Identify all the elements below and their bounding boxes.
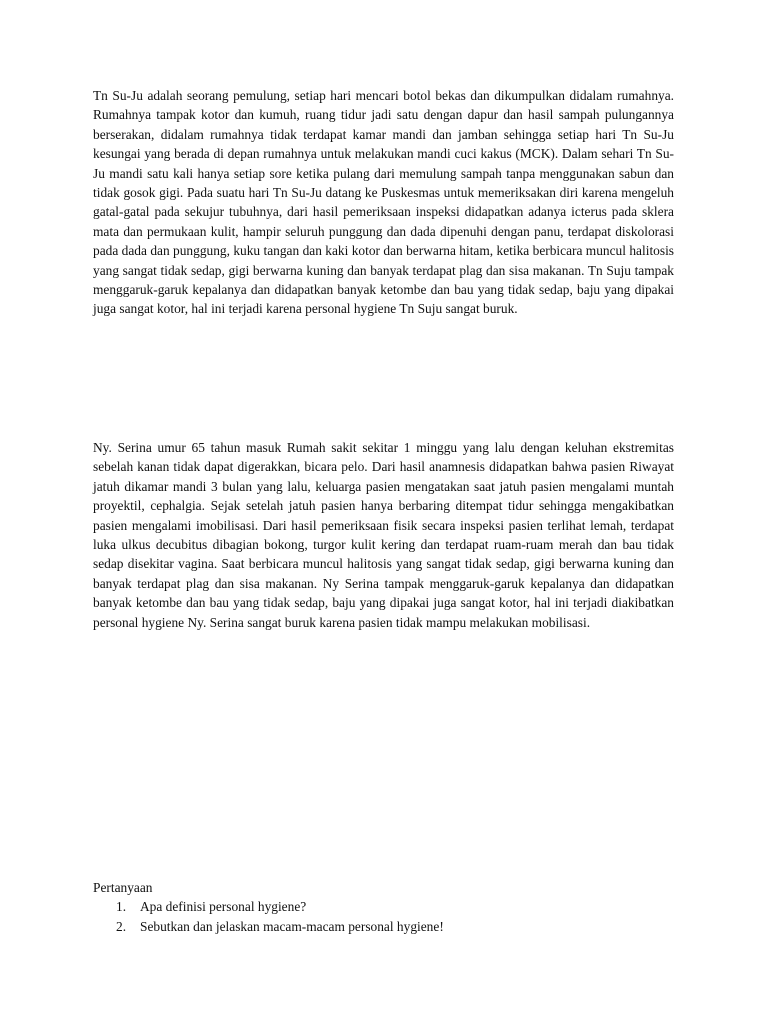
questions-heading: Pertanyaan xyxy=(93,880,153,895)
question-text: Apa definisi personal hygiene? xyxy=(140,899,307,914)
case-study-paragraph-ny-serina: Ny. Serina umur 65 tahun masuk Rumah sakit sekitar 1 minggu yang lalu dengan keluhan ekstremitas sebelah kanan tidak dapat digerakkan, bicara pelo. Dari hasil anamnesis didapatkan bahwa pasien Riwayat jatuh dikamar mandi 3 bulan yang lalu, keluarga pasien mengatakan saat jatuh pasien mengalami muntah proyektil, cephalgia. Sejak setelah jatuh pasien hanya berbaring ditempat tidur sehingga mengakibatkan pasien mengalami imobilisasi. Dari hasil pemeriksaan fisik secara inspeksi pasien terlihat lemah, terdapat luka ulkus decubitus dibagian bokong, turgor kulit kering dan terdapat ruam-ruam merah dan bau tidak sedap disekitar vagina. Saat berbicara muncul halitosis yang sangat tidak sedap, gigi berwarna kuning dan banyak terdapat plag dan sisa makanan. Ny Serina tampak menggaruk-garuk kepalanya dan didapatkan banyak ketombe dan bau yang tidak sedap, baju yang dipakai juga sangat kotor, hal ini terjadi diakibatkan personal hygiene Ny. Serina sangat buruk karena pasien tidak mampu melakukan mobilisasi. xyxy=(93,440,674,630)
case-study-paragraph-tn-su-ju: Tn Su-Ju adalah seorang pemulung, setiap hari mencari botol bekas dan dikumpulkan didalam rumahnya. Rumahnya tampak kotor dan kumuh, ruang tidur jadi satu dengan dapur dan hasil sampah pulungannya berserakan, didalam rumahnya tidak terdapat kamar mandi dan jamban sehingga setiap hari Tn Su-Ju kesungai yang berada di depan rumahnya untuk melakukan mandi cuci kakus (MCK). Dalam sehari Tn Su-Ju mandi satu kali hanya setiap sore ketika pulang dari memulung sampah tanpa menggunakan sabun dan tidak gosok gigi. Pada suatu hari Tn Su-Ju datang ke Puskesmas untuk memeriksakan diri karena mengeluh gatal-gatal pada sekujur tubuhnya, dari hasil pemeriksaan inspeksi didapatkan adanya icterus pada sklera mata dan permukaan kulit, hampir seluruh punggung dan dada dipenuhi dengan panu, terdapat diskolorasi pada dada dan punggung, kuku tangan dan kaki kotor dan berwarna hitam, ketika berbicara muncul halitosis yang sangat tidak sedap, gigi berwarna kuning dan banyak terdapat plag dan sisa makanan. Tn Suju tampak menggaruk-garuk kepalanya dan didapatkan banyak ketombe dan bau yang tidak sedap, baju yang dipakai juga sangat kotor, hal ini terjadi karena personal hygiene Tn Suju sangat buruk. xyxy=(93,88,674,317)
questions-list xyxy=(93,897,444,937)
question-number: 1. xyxy=(116,899,127,914)
question-item xyxy=(93,897,444,917)
question-text: Sebutkan dan jelaskan macam-macam personal hygiene! xyxy=(140,919,444,934)
question-number: 2. xyxy=(116,919,127,934)
question-item xyxy=(93,917,444,937)
